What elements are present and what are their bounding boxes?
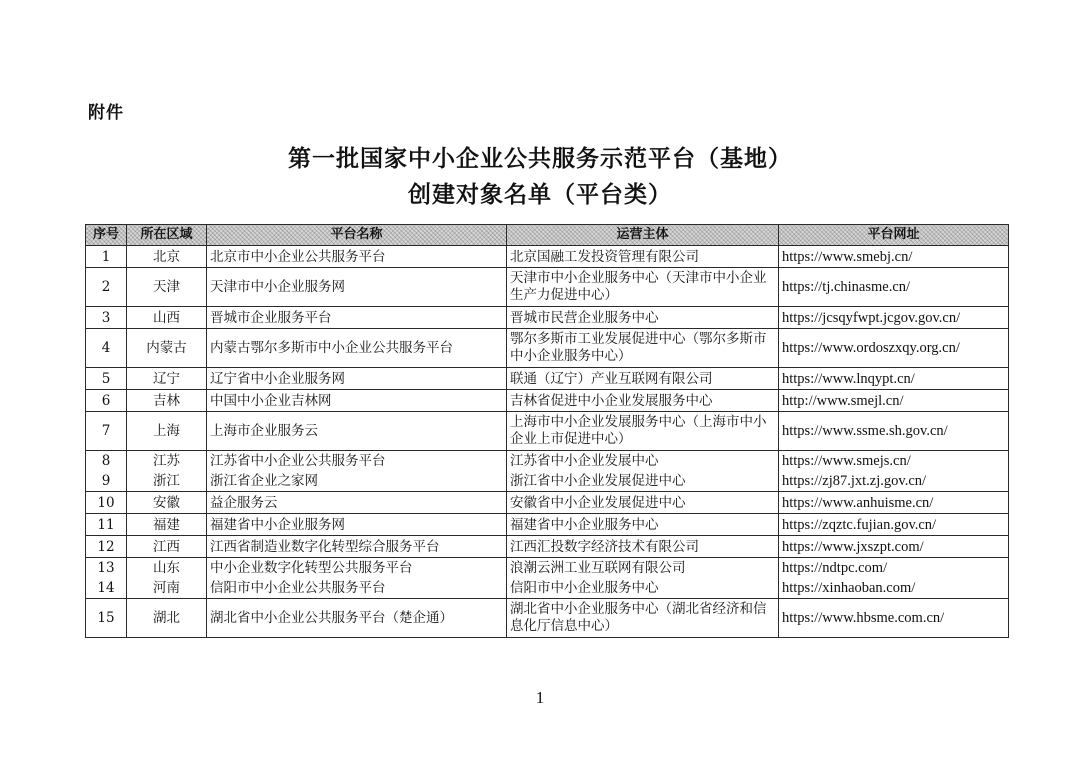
document-title-line-2: 创建对象名单（平台类） (408, 182, 672, 208)
row-url[interactable]: https://www.lnqypt.cn/ (779, 368, 1009, 390)
row-url-pair (779, 558, 1009, 599)
row-platform-name: 湖北省中小企业公共服务平台（楚企通） (207, 599, 507, 638)
table-row (86, 390, 1009, 412)
row-operator: 晋城市民营企业服务中心 (507, 307, 779, 329)
row-number: 15 (86, 599, 127, 638)
row-url[interactable]: https://www.anhuisme.cn/ (779, 492, 1009, 514)
header-platform-name: 平台名称 (207, 225, 507, 246)
row-url[interactable]: https://www.ordoszxqy.org.cn/ (779, 329, 1009, 368)
row-region: 安徽 (127, 492, 207, 514)
row-operator: 鄂尔多斯市工业发展促进中心（鄂尔多斯市中小企业服务中心） (507, 329, 779, 368)
row-region-pair (127, 451, 207, 492)
row-number: 9 (101, 473, 111, 489)
row-platform-name: 中国中小企业吉林网 (207, 390, 507, 412)
row-operator: 湖北省中小企业服务中心（湖北省经济和信息化厅信息中心） (507, 599, 779, 638)
row-operator: 天津市中小企业服务中心（天津市中小企业生产力促进中心） (507, 268, 779, 307)
table-row-group (86, 558, 1009, 599)
row-operator: 浪潮云洲工业互联网有限公司 (510, 560, 686, 576)
table-row (86, 307, 1009, 329)
row-platform-name: 益企服务云 (207, 492, 507, 514)
row-platform-name: 江苏省中小企业公共服务平台 (210, 453, 386, 469)
row-operator: 吉林省促进中小企业发展服务中心 (507, 390, 779, 412)
row-region: 福建 (127, 514, 207, 536)
row-platform-name: 福建省中小企业服务网 (207, 514, 507, 536)
table-header-row (86, 225, 1009, 246)
row-platform-name: 上海市企业服务云 (207, 412, 507, 451)
row-region: 江西 (127, 536, 207, 558)
row-number: 5 (86, 368, 127, 390)
row-region: 湖北 (127, 599, 207, 638)
row-platform-name: 江西省制造业数字化转型综合服务平台 (207, 536, 507, 558)
row-number: 8 (101, 453, 111, 469)
row-url[interactable]: https://www.jxszpt.com/ (779, 536, 1009, 558)
row-platform-name-pair (207, 558, 507, 599)
table-row (86, 329, 1009, 368)
header-number: 序号 (86, 225, 127, 246)
header-region: 所在区域 (127, 225, 207, 246)
page-number: 1 (535, 688, 545, 707)
row-url[interactable]: https://www.smejs.cn/ (782, 453, 911, 469)
row-url[interactable]: https://xinhaoban.com/ (782, 580, 916, 596)
row-operator: 上海市中小企业发展服务中心（上海市中小企业上市促进中心） (507, 412, 779, 451)
row-region: 上海 (127, 412, 207, 451)
row-platform-name: 浙江省企业之家网 (210, 473, 318, 489)
row-platform-name: 晋城市企业服务平台 (207, 307, 507, 329)
table-row (86, 599, 1009, 638)
row-number: 1 (86, 246, 127, 268)
row-region: 吉林 (127, 390, 207, 412)
row-platform-name: 辽宁省中小企业服务网 (207, 368, 507, 390)
row-platform-name: 北京市中小企业公共服务平台 (207, 246, 507, 268)
table-row (86, 246, 1009, 268)
row-operator: 安徽省中小企业发展促进中心 (507, 492, 779, 514)
row-region: 山西 (127, 307, 207, 329)
row-operator: 福建省中小企业服务中心 (507, 514, 779, 536)
table-row (86, 514, 1009, 536)
row-operator-pair (507, 451, 779, 492)
row-operator: 北京国融工发投资管理有限公司 (507, 246, 779, 268)
row-operator-pair (507, 558, 779, 599)
table-row-group (86, 451, 1009, 492)
row-url[interactable]: https://zj87.jxt.zj.gov.cn/ (782, 473, 927, 489)
table-row (86, 536, 1009, 558)
row-number: 10 (86, 492, 127, 514)
row-region: 天津 (127, 268, 207, 307)
row-platform-name: 天津市中小企业服务网 (207, 268, 507, 307)
table-row (86, 492, 1009, 514)
row-operator: 江西汇投数字经济技术有限公司 (507, 536, 779, 558)
row-number: 7 (86, 412, 127, 451)
row-number: 4 (86, 329, 127, 368)
row-url[interactable]: https://www.hbsme.com.cn/ (779, 599, 1009, 638)
row-number: 3 (86, 307, 127, 329)
row-number: 12 (86, 536, 127, 558)
row-region-pair (127, 558, 207, 599)
table-row (86, 412, 1009, 451)
row-url[interactable]: https://ndtpc.com/ (782, 560, 888, 576)
row-platform-name: 中小企业数字化转型公共服务平台 (210, 560, 413, 576)
row-number-pair (86, 451, 127, 492)
row-platform-name-pair (207, 451, 507, 492)
row-url[interactable]: https://jcsqyfwpt.jcgov.gov.cn/ (779, 307, 1009, 329)
row-platform-name: 信阳市中小企业公共服务平台 (210, 580, 386, 596)
attachment-label: 附件 (88, 103, 124, 123)
row-number: 2 (86, 268, 127, 307)
header-operator: 运营主体 (507, 225, 779, 246)
row-number-pair (86, 558, 127, 599)
row-region: 浙江 (153, 473, 180, 489)
row-url-pair (779, 451, 1009, 492)
row-region: 江苏 (153, 453, 180, 469)
row-number: 13 (97, 560, 115, 576)
platform-list-table (85, 224, 1009, 638)
row-number: 6 (86, 390, 127, 412)
row-number: 11 (86, 514, 127, 536)
row-url[interactable]: https://www.ssme.sh.gov.cn/ (779, 412, 1009, 451)
header-platform-url: 平台网址 (779, 225, 1009, 246)
document-title-line-1: 第一批国家中小企业公共服务示范平台（基地） (288, 146, 792, 172)
row-region: 河南 (153, 580, 180, 596)
row-region: 辽宁 (127, 368, 207, 390)
row-region: 内蒙古 (127, 329, 207, 368)
row-operator: 江苏省中小企业发展中心 (510, 453, 659, 469)
table-row (86, 268, 1009, 307)
table-row (86, 368, 1009, 390)
row-region: 北京 (127, 246, 207, 268)
row-url[interactable]: https://tj.chinasme.cn/ (779, 268, 1009, 307)
row-operator: 联通（辽宁）产业互联网有限公司 (507, 368, 779, 390)
row-url[interactable]: https://zqztc.fujian.gov.cn/ (779, 514, 1009, 536)
row-url[interactable]: http://www.smejl.cn/ (779, 390, 1009, 412)
row-platform-name: 内蒙古鄂尔多斯市中小企业公共服务平台 (207, 329, 507, 368)
row-operator: 信阳市中小企业服务中心 (510, 580, 659, 596)
row-operator: 浙江省中小企业发展促进中心 (510, 473, 686, 489)
row-number: 14 (97, 580, 115, 596)
row-region: 山东 (153, 560, 180, 576)
row-url[interactable]: https://www.smebj.cn/ (779, 246, 1009, 268)
